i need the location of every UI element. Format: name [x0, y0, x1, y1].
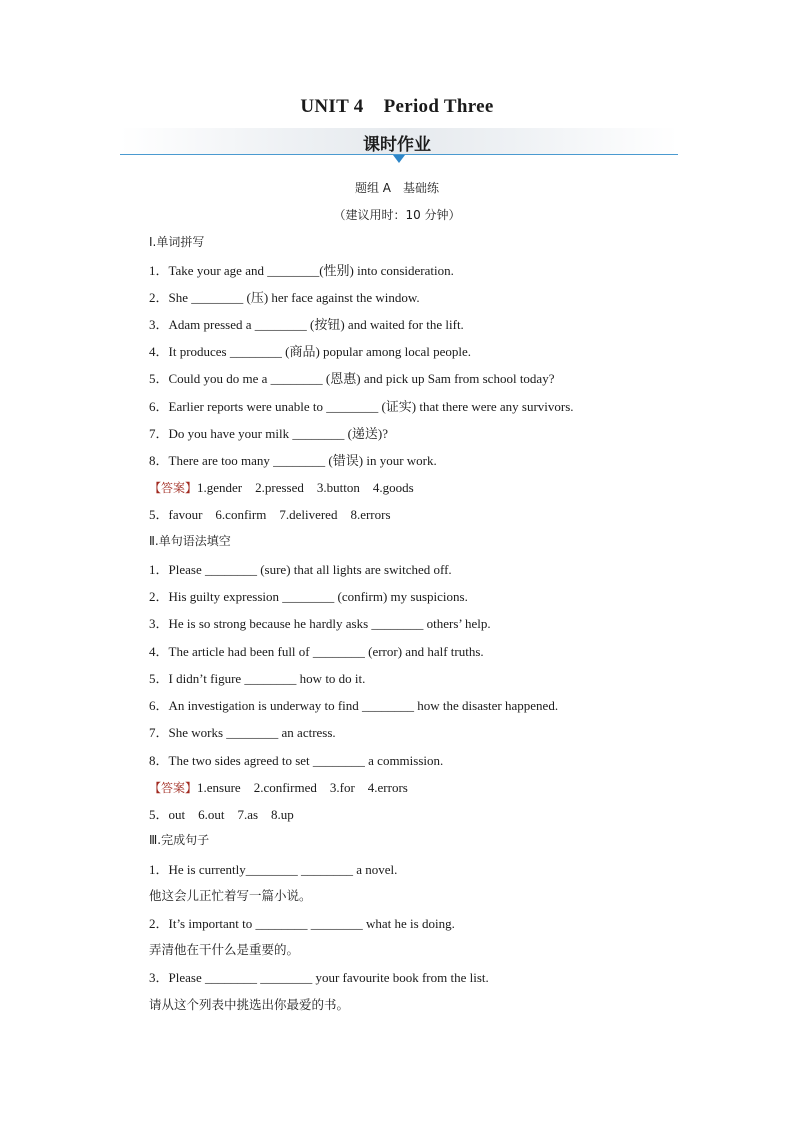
question-3-3: 3．Please ________ ________ your favourite book from the list. [149, 970, 489, 985]
answer-2-line-1 [149, 777, 408, 796]
section-2-title: Ⅱ.单句语法填空 [149, 534, 231, 548]
triangle-marker-icon [393, 155, 405, 163]
answer-text: 1.ensure 2.confirmed 3.for 4.errors [197, 780, 408, 795]
answer-text: 1.gender 2.pressed 3.button 4.goods [197, 480, 414, 495]
question-1-1: 1．Take your age and ________(性别) into consideration. [149, 263, 454, 278]
unit-label: UNIT 4 [300, 96, 364, 117]
question-1-2: 2．She ________ (压) her face against the window. [149, 290, 420, 305]
question-2-6: 6．An investigation is underway to find ________ how the disaster happened. [149, 698, 559, 713]
question-1-8: 8．There are too many ________ (错误) in your work. [149, 453, 437, 468]
answer-1-line-1 [149, 477, 414, 496]
answer-tag: 【答案】 [149, 481, 198, 495]
question-3-1-translation: 他这会儿正忙着写一篇小说。 [149, 888, 312, 903]
question-2-8: 8．The two sides agreed to set ________ a commission. [149, 753, 444, 768]
question-2-7: 7．She works ________ an actress. [149, 725, 336, 740]
section-3-title: Ⅲ.完成句子 [149, 833, 210, 847]
question-1-5: 5．Could you do me a ________ (恩惠) and pick up Sam from school today? [149, 371, 555, 386]
question-2-2: 2．His guilty expression ________ (confirm) my suspicions. [149, 589, 468, 604]
time-note: （建议用时：10 分钟） [333, 208, 461, 222]
question-2-4: 4．The article had been full of ________ (error) and half truths. [149, 644, 484, 659]
period-label: Period Three [383, 96, 494, 117]
page-subtitle: 课时作业 [363, 135, 431, 155]
question-3-3-translation: 请从这个列表中挑选出你最爱的书。 [149, 997, 350, 1012]
answer-1-line-2: 5．favour 6.confirm 7.delivered 8.errors [149, 507, 391, 522]
question-3-2-translation: 弄清他在干什么是重要的。 [149, 942, 300, 957]
question-1-6: 6．Earlier reports were unable to ________ (证实) that there were any survivors. [149, 399, 574, 414]
group-title: 题组 A 基础练 [354, 181, 440, 195]
question-1-7: 7．Do you have your milk ________ (递送)? [149, 426, 389, 441]
section-1-title: Ⅰ.单词拼写 [149, 235, 205, 249]
answer-tag: 【答案】 [149, 781, 198, 795]
question-1-4: 4．It produces ________ (商品) popular among local people. [149, 344, 472, 359]
question-2-1: 1．Please ________ (sure) that all lights are switched off. [149, 562, 452, 577]
question-3-2: 2．It’s important to ________ ________ what he is doing. [149, 916, 455, 931]
page-title [0, 96, 794, 118]
question-2-3: 3．He is so strong because he hardly asks ________ others’ help. [149, 616, 491, 631]
answer-2-line-2: 5．out 6.out 7.as 8.up [149, 807, 294, 822]
question-2-5: 5．I didn’t figure ________ how to do it. [149, 671, 366, 686]
question-1-3: 3．Adam pressed a ________ (按钮) and waited for the lift. [149, 317, 464, 332]
question-3-1: 1．He is currently________ ________ a novel. [149, 862, 398, 877]
